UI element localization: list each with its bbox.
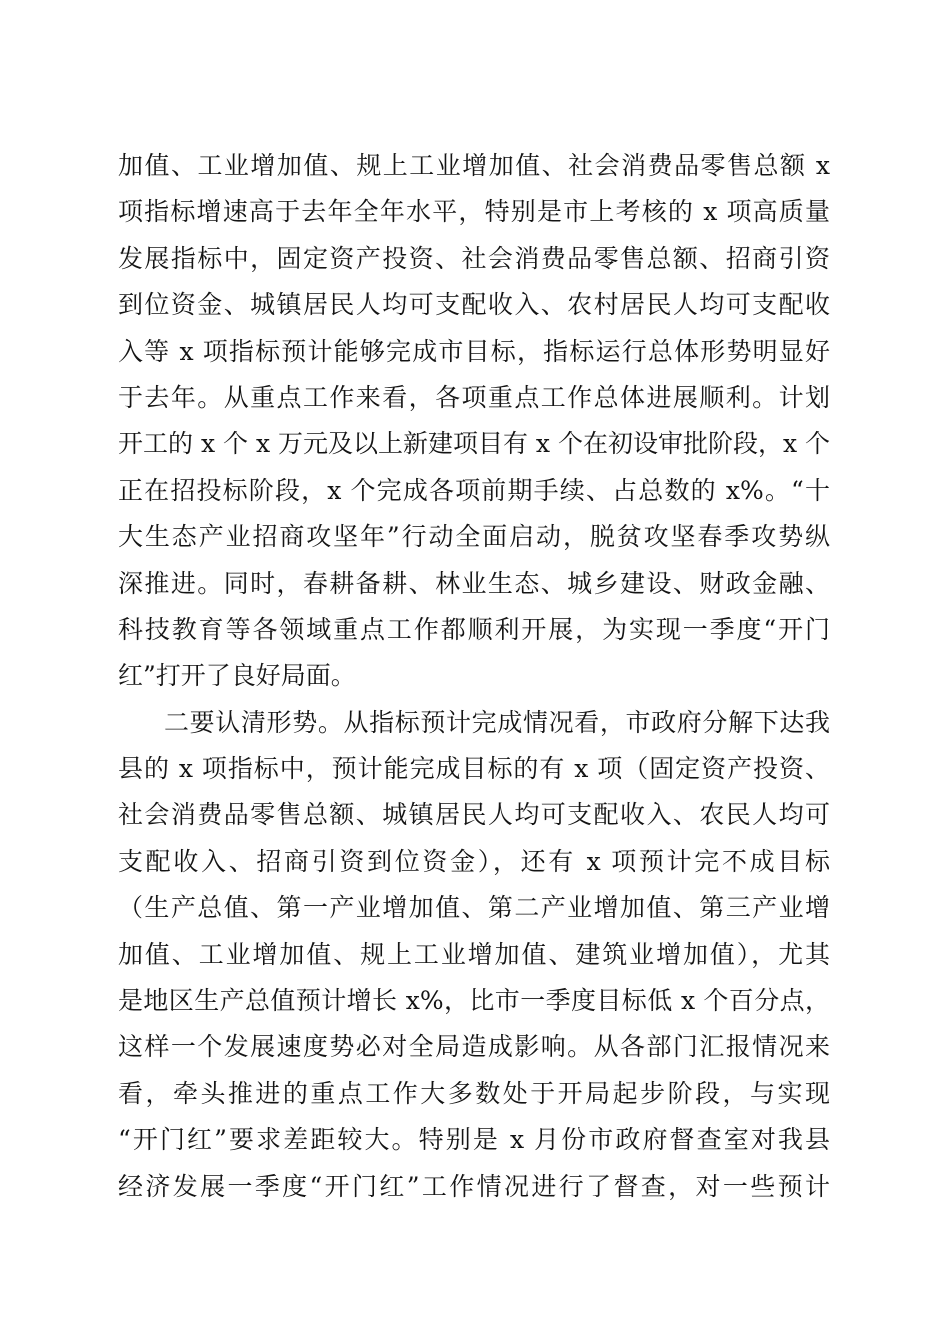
text-line: 加值、工业增加值、规上工业增加值、社会消费品零售总额 x — [118, 151, 830, 180]
text-line: 是地区生产总值预计增长 x%，比市一季度目标低 x 个百分点， — [118, 986, 830, 1016]
text-line: 社会消费品零售总额、城镇居民人均可支配收入、农民人均可 — [118, 800, 830, 830]
text-line-paragraph-end: 红”打开了良好局面。 — [118, 661, 356, 691]
text-line: （生产总值、第一产业增加值、第二产业增加值、第三产业增 — [118, 893, 830, 923]
text-line: 正在招投标阶段，x 个完成各项前期手续、占总数的 x%。“十 — [118, 475, 830, 505]
text-line: 发展指标中，固定资产投资、社会消费品零售总额、招商引资 — [118, 243, 830, 273]
text-line: 加值、工业增加值、规上工业增加值、建筑业增加值），尤其 — [118, 939, 830, 969]
text-line-paragraph-start: 二要认清形势。从指标预计完成情况看，市政府分解下达我 — [164, 707, 830, 737]
text-line: 开工的 x 个 x 万元及以上新建项目有 x 个在初设审批阶段，x 个 — [118, 429, 831, 459]
text-line: 入等 x 项指标预计能够完成市目标，指标运行总体形势明显好 — [118, 336, 830, 366]
text-line: 于去年。从重点工作来看，各项重点工作总体进展顺利。计划 — [118, 382, 830, 412]
text-line: 县的 x 项指标中，预计能完成目标的有 x 项（固定资产投资、 — [118, 754, 830, 784]
text-line: “开门红”要求差距较大。特别是 x 月份市政府督查室对我县 — [118, 1125, 830, 1155]
text-line: 经济发展一季度“开门红”工作情况进行了督查，对一些预计 — [118, 1171, 830, 1201]
body-text — [118, 143, 830, 1210]
text-line: 支配收入、招商引资到位资金），还有 x 项预计完不成目标 — [118, 846, 830, 876]
text-line: 科技教育等各领域重点工作都顺利开展，为实现一季度“开门 — [118, 614, 830, 644]
text-line: 大生态产业招商攻坚年”行动全面启动，脱贫攻坚春季攻势纵 — [118, 522, 830, 552]
text-line: 到位资金、城镇居民人均可支配收入、农村居民人均可支配收 — [118, 290, 830, 320]
text-line: 看，牵头推进的重点工作大多数处于开局起步阶段，与实现 — [118, 1078, 830, 1108]
text-line: 这样一个发展速度势必对全局造成影响。从各部门汇报情况来 — [118, 1032, 830, 1062]
text-line: 深推进。同时，春耕备耕、林业生态、城乡建设、财政金融、 — [118, 568, 830, 598]
text-line: 项指标增速高于去年全年水平，特别是市上考核的 x 项高质量 — [118, 197, 830, 227]
